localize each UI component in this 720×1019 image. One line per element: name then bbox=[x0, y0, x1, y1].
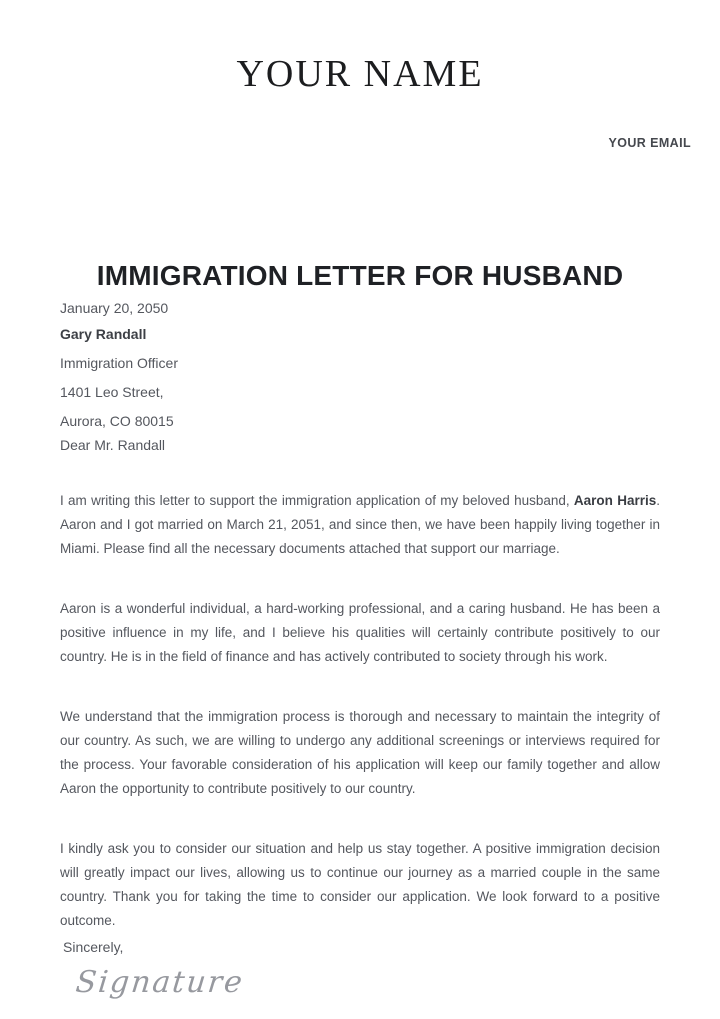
author-email-label: YOUR EMAIL bbox=[608, 136, 691, 150]
paragraph-1-text-after: . Aaron and I got married on March 21, 2051, and since then, we have been happily living together in Miami. Please find all the necessary documents attached that support our marriage. bbox=[60, 493, 660, 556]
paragraph-1 bbox=[60, 489, 660, 561]
paragraph-1-text-before: I am writing this letter to support the immigration application of my beloved husband, bbox=[60, 493, 574, 508]
recipient-address-line1: 1401 Leo Street, bbox=[60, 384, 164, 400]
signature-script: Signature bbox=[74, 965, 246, 1000]
recipient-address-line2: Aurora, CO 80015 bbox=[60, 413, 174, 429]
recipient-role: Immigration Officer bbox=[60, 355, 178, 371]
paragraph-4: I kindly ask you to consider our situation and help us stay together. A positive immigration decision will greatly impact our lives, allowing us to continue our journey as a married couple in the same country. Thank you for taking the time to consider our application. We look forward to a positive outcome. bbox=[60, 841, 660, 928]
letter-body bbox=[0, 260, 720, 1000]
paragraph-1-husband-name: Aaron Harris bbox=[573, 493, 657, 508]
recipient-name: Gary Randall bbox=[60, 326, 147, 342]
letter-title: IMMIGRATION LETTER FOR HUSBAND bbox=[96, 260, 624, 291]
author-name-heading: YOUR NAME bbox=[236, 53, 484, 95]
letter-date: January 20, 2050 bbox=[60, 300, 169, 316]
salutation: Dear Mr. Randall bbox=[60, 437, 166, 453]
paragraph-3: We understand that the immigration process is thorough and necessary to maintain the integrity of our country. As such, we are willing to undergo any additional screenings or interviews required for the process. Your favorable consideration of his application will keep our family together and allow Aaron the opportunity to contribute positively to our country. bbox=[60, 709, 660, 796]
paragraph-2: Aaron is a wonderful individual, a hard-working professional, and a caring husband. He has been a positive influence in my life, and I believe his qualities will certainly contribute positively to our country. He is in the field of finance and has actively contributed to society through his work. bbox=[60, 601, 660, 664]
closing-line: Sincerely, bbox=[63, 939, 124, 955]
